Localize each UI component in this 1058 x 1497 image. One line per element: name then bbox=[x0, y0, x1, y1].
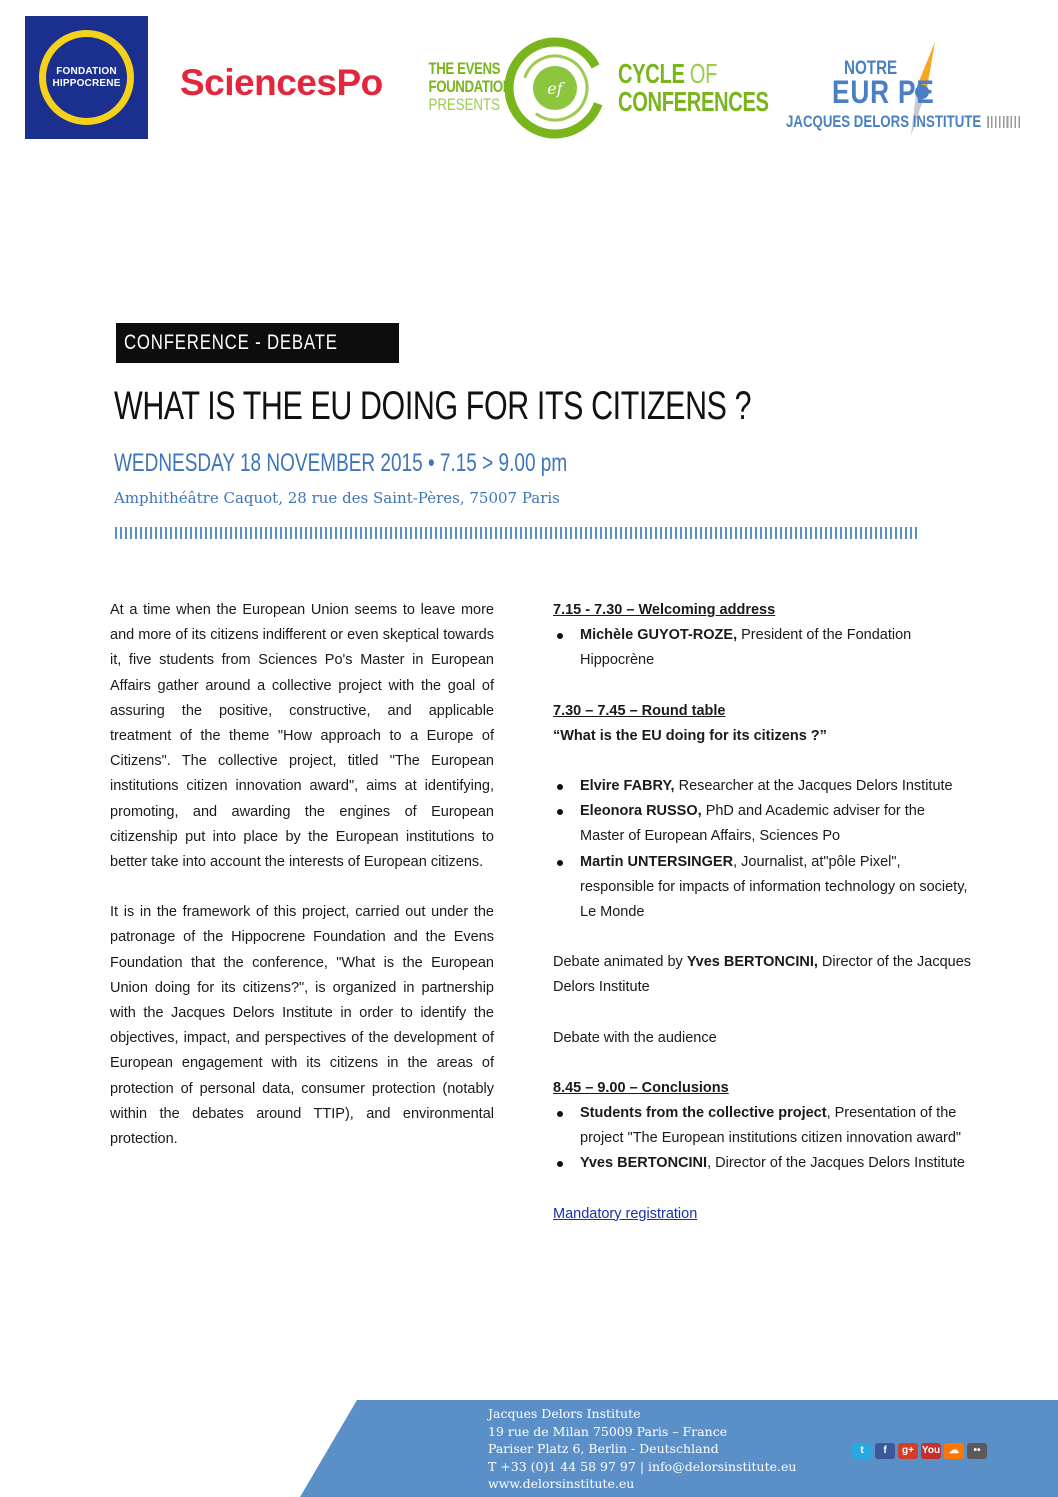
footer-contact-block bbox=[488, 1405, 796, 1493]
footer-contact[interactable]: T +33 (0)1 44 58 97 97 | info@delorsinstitute.eu bbox=[488, 1458, 797, 1474]
speaker-item bbox=[553, 623, 973, 673]
speaker-role: Researcher at the Jacques Delors Institute bbox=[674, 778, 953, 795]
notre-europe-line3 bbox=[786, 112, 1022, 132]
conclusions-heading: 8.45 – 9.00 – Conclusions bbox=[553, 1079, 729, 1096]
sciencespo-logo: SciencesPo bbox=[180, 62, 383, 103]
ef-circle-logo bbox=[504, 37, 606, 139]
event-date: WEDNESDAY 18 NOVEMBER 2015 • 7.15 > 9.00 pm bbox=[114, 449, 568, 477]
of-word: OF bbox=[689, 58, 718, 89]
intro-paragraph-2: It is in the framework of this project, carried out under the patronage of the Hippocrene Foundation and the Evens Foundation that the conference, "What is the European Union doing for its citizens?", is organized in partnership with the Jacques Delors Institute in order to identify the objectives, impact, and perspectives of the development of European engagement with its citizens in the areas of protection of personal data, consumer protection (notably within the debates around TTIP), and environmental protection. bbox=[110, 904, 494, 1148]
footer-address-paris: 19 rue de Milan 75009 Paris – France bbox=[488, 1423, 728, 1439]
welcome-heading: 7.15 - 7.30 – Welcoming address bbox=[553, 602, 776, 618]
speaker-item bbox=[553, 1101, 973, 1151]
speaker-role: PhD and Academic adviser for the Master of European Affairs, Sciences Po bbox=[580, 803, 925, 845]
welcome-speaker-list bbox=[553, 623, 973, 673]
twitter-icon[interactable]: t bbox=[852, 1443, 872, 1459]
speaker-role: , Journalist, at"pôle Pixel", responsible for impacts of information technology on society, Le Monde bbox=[580, 853, 968, 921]
fondation-hippocrene-logo bbox=[25, 16, 148, 139]
moderator-line bbox=[553, 950, 973, 1000]
moderator-suffix: Director of the Jacques Delors Institute bbox=[553, 954, 972, 996]
evens-foundation-logo bbox=[410, 59, 512, 114]
speaker-name: Michèle GUYOT-ROZE, bbox=[580, 627, 738, 644]
notre-europe-line1: NOTRE bbox=[844, 58, 898, 79]
roundtable-subheading: “What is the EU doing for its citizens ?” bbox=[553, 727, 827, 744]
speaker-item bbox=[553, 850, 973, 926]
speaker-item bbox=[553, 799, 973, 849]
speaker-item bbox=[553, 774, 973, 799]
notre-europe-logo bbox=[782, 40, 1027, 140]
youtube-icon[interactable]: You bbox=[921, 1443, 941, 1459]
event-title: WHAT IS THE EU DOING FOR ITS CITIZENS ? bbox=[114, 384, 752, 428]
speaker-item bbox=[553, 1151, 973, 1176]
evens-logo-line3: PRESENTS bbox=[428, 95, 500, 114]
hippocrene-ring bbox=[39, 30, 134, 125]
speaker-role: , Presentation of the project "The European institutions citizen innovation award" bbox=[580, 1105, 962, 1147]
speaker-role: President of the Fondation Hippocrène bbox=[580, 627, 912, 669]
event-type-tag bbox=[116, 323, 399, 363]
hippocrene-logo-line2: HIPPOCRENE bbox=[52, 77, 121, 89]
notre-europe-line3-text: JACQUES DELORS INSTITUTE bbox=[786, 112, 982, 131]
intro-paragraph-1: At a time when the European Union seems to leave more and more of its citizens indifferent or even skeptical towards it, five students from Sciences Po's Master in European Affairs gather around a collective project with the goal of assuring the positive, constructive, and applicable treatment of the theme "How approach to a Europe of Citizens". The collective project, titled "The European institutions citizen innovation award", aims at identifying, promoting, and awarding the engines of European citizenship put into place by the European institutions to better take into account the interests of European citizens. bbox=[110, 602, 494, 871]
evens-logo-line2: FOUNDATION bbox=[428, 77, 512, 96]
speaker-name: Students from the collective project bbox=[580, 1105, 827, 1122]
speaker-name: Martin UNTERSINGER bbox=[580, 853, 734, 870]
moderator-prefix: Debate animated by bbox=[553, 954, 687, 971]
speaker-role: , Director of the Jacques Delors Institute bbox=[707, 1155, 965, 1172]
mandatory-registration-link[interactable]: Mandatory registration bbox=[553, 1205, 698, 1222]
roundtable-speaker-list bbox=[553, 774, 973, 925]
evens-logo-line1: THE EVENS bbox=[428, 59, 501, 78]
cycle-logo-line1 bbox=[618, 60, 769, 88]
event-venue: Amphithéâtre Caquot, 28 rue des Saint-Pères, 75007 Paris bbox=[114, 489, 560, 507]
introduction-column bbox=[110, 598, 494, 1152]
footer-org-name: Jacques Delors Institute bbox=[488, 1406, 641, 1421]
facebook-icon[interactable]: f bbox=[875, 1443, 895, 1459]
conclusions-speaker-list bbox=[553, 1101, 973, 1177]
moderator-name: Yves BERTONCINI, bbox=[686, 954, 818, 971]
roundtable-heading: 7.30 – 7.45 – Round table bbox=[553, 702, 726, 719]
ef-mark-text: ef bbox=[547, 79, 563, 98]
audience-debate-line: Debate with the audience bbox=[553, 1029, 717, 1046]
notre-europe-line2: EUR PE bbox=[832, 74, 935, 110]
speaker-name: Elvire FABRY, bbox=[580, 778, 675, 795]
social-icons bbox=[852, 1443, 987, 1459]
footer-address-berlin: Pariser Platz 6, Berlin - Deutschland bbox=[488, 1441, 719, 1456]
program-column bbox=[553, 598, 973, 1227]
speaker-name: Yves BERTONCINI bbox=[580, 1155, 708, 1172]
cycle-word: CYCLE bbox=[618, 58, 685, 89]
decorative-tick-divider bbox=[115, 527, 918, 539]
google-plus-icon[interactable]: g+ bbox=[898, 1443, 918, 1459]
hippocrene-logo-line1: FONDATION bbox=[56, 65, 117, 77]
event-type-label: CONFERENCE - DEBATE bbox=[124, 331, 338, 354]
soundcloud-icon[interactable]: ☁ bbox=[944, 1443, 964, 1459]
footer-website[interactable]: www.delorsinstitute.eu bbox=[488, 1476, 635, 1491]
notre-europe-tick-bar bbox=[987, 116, 1021, 128]
cycle-logo-line2: CONFERENCES bbox=[618, 86, 769, 117]
flickr-icon[interactable]: •• bbox=[967, 1443, 987, 1459]
speaker-name: Eleonora RUSSO, bbox=[580, 803, 702, 820]
